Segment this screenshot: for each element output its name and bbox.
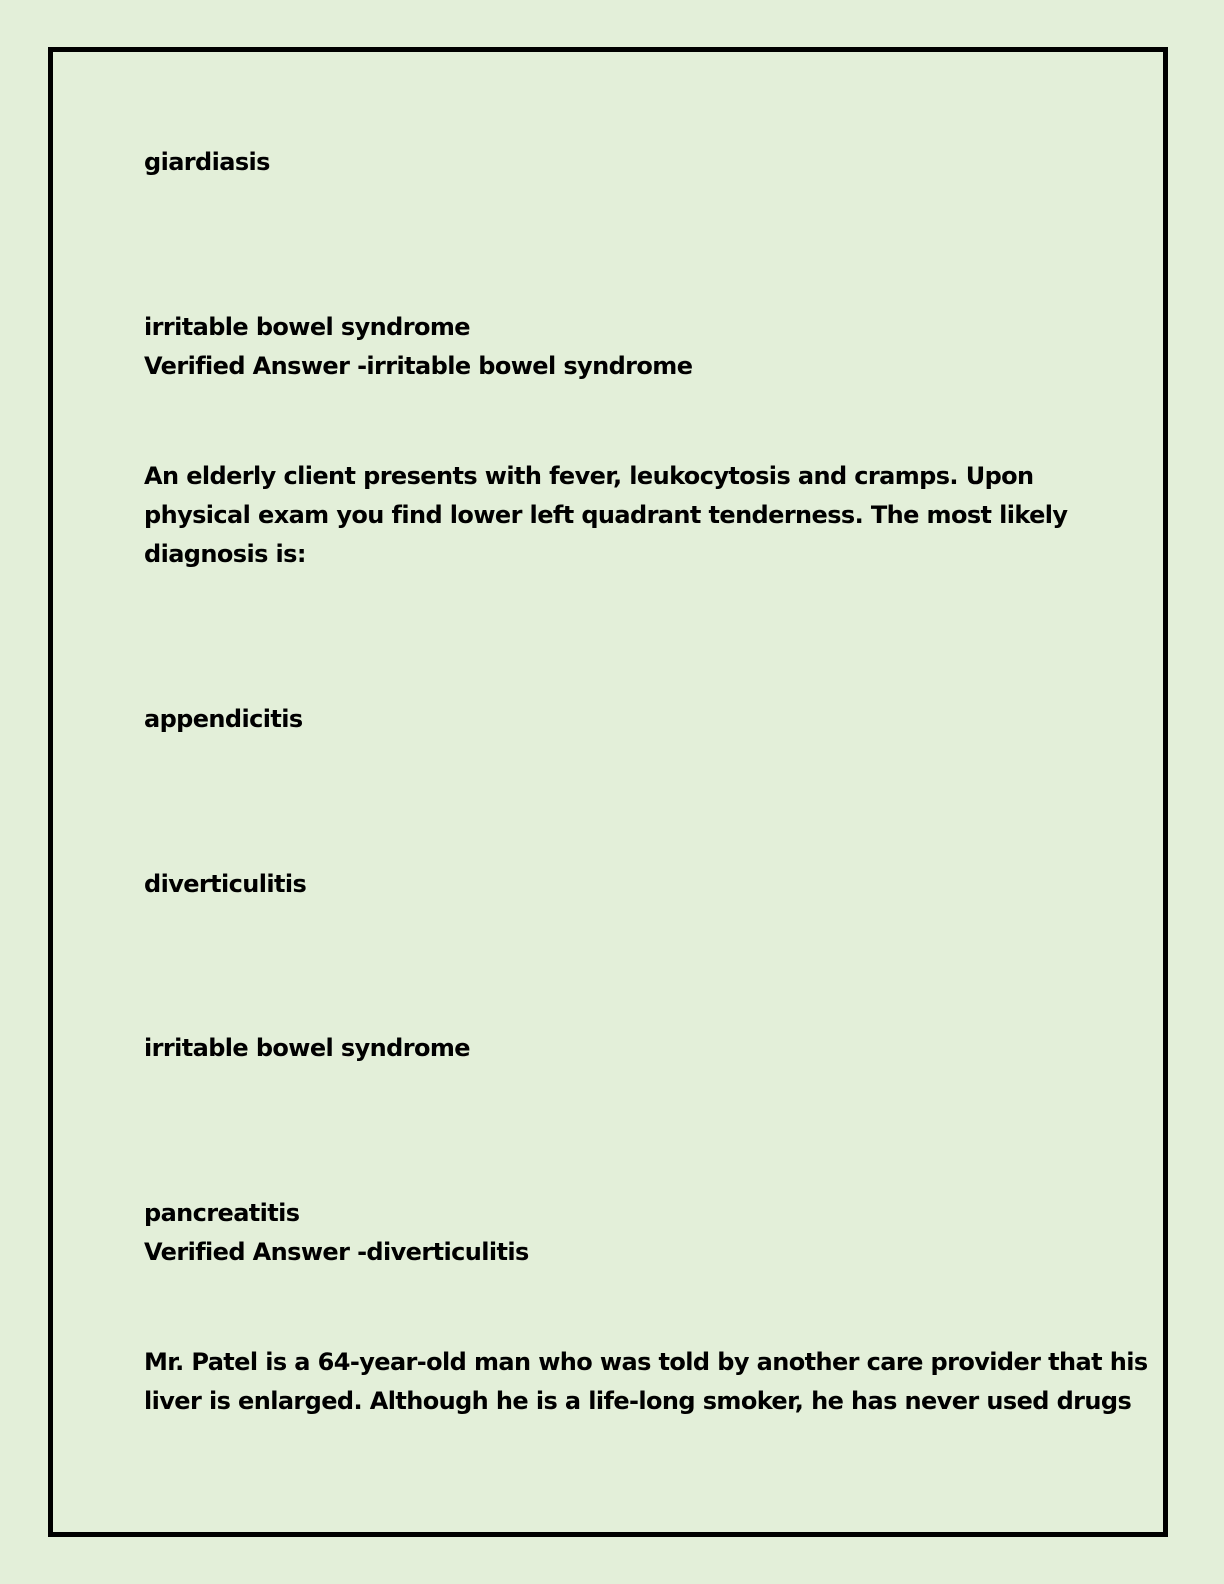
page-border [48, 47, 1168, 1537]
verified-answer: Verified Answer -diverticulitis [144, 1238, 529, 1266]
question-text-line: liver is enlarged. Although he is a life-long smoker, he has never used drugs [144, 1387, 1132, 1415]
verified-answer: Verified Answer -irritable bowel syndrome [144, 352, 693, 380]
question-text-line: physical exam you find lower left quadrant tenderness. The most likely [144, 501, 1068, 529]
question-text-line: An elderly client presents with fever, leukocytosis and cramps. Upon [144, 462, 1034, 490]
answer-option-appendicitis: appendicitis [144, 705, 303, 733]
question-text-line: Mr. Patel is a 64-year-old man who was told by another care provider that his [144, 1348, 1148, 1376]
answer-option-irritable-bowel-syndrome: irritable bowel syndrome [144, 1034, 470, 1062]
answer-option-diverticulitis: diverticulitis [144, 870, 307, 898]
answer-option-giardiasis: giardiasis [144, 148, 270, 176]
question-text-line: diagnosis is: [144, 540, 306, 568]
answer-option-irritable-bowel-syndrome: irritable bowel syndrome [144, 313, 470, 341]
answer-option-pancreatitis: pancreatitis [144, 1199, 300, 1227]
